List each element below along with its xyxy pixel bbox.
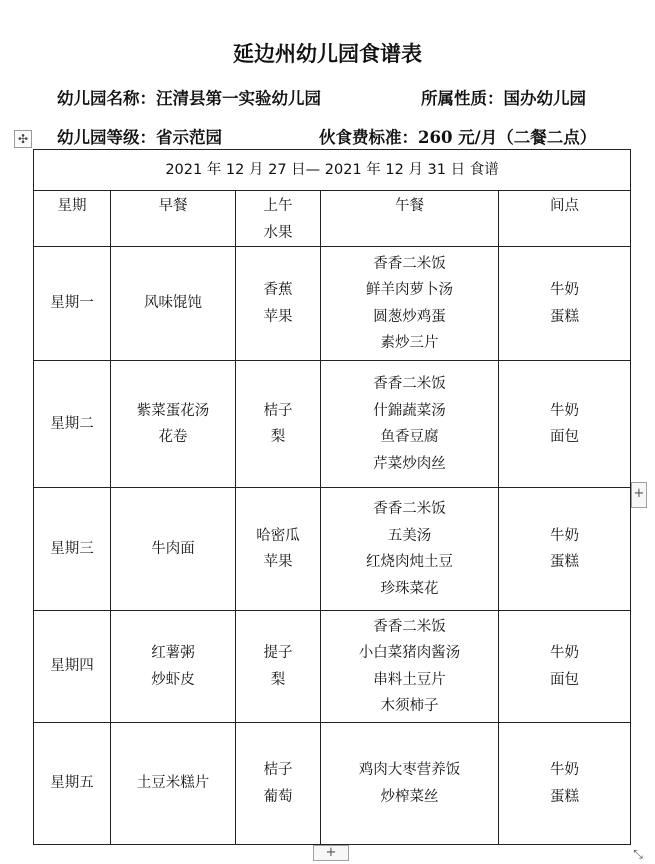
snack-item: 牛奶 bbox=[550, 282, 580, 298]
lunch-item: 五美汤 bbox=[387, 527, 432, 544]
breakfast-item: 紫菜蛋花汤 bbox=[136, 402, 210, 419]
kindergarten-name: 幼儿园名称：汪清县第一实验幼儿园 bbox=[57, 89, 321, 108]
table-row bbox=[34, 488, 631, 611]
table-move-icon[interactable]: ✣ bbox=[14, 130, 32, 148]
lunch-item: 串料土豆片 bbox=[373, 671, 446, 688]
fruit-item: 梨 bbox=[270, 429, 286, 445]
breakfast-item: 红薯粥 bbox=[151, 645, 195, 661]
fruit-item: 桔子 bbox=[263, 762, 293, 778]
fruit-item: 梨 bbox=[270, 671, 286, 688]
lunch-cell[interactable] bbox=[321, 361, 499, 488]
meal-fee-standard: 伙食费标准：260 元/月（二餐二点） bbox=[319, 128, 597, 147]
lunch-item: 炒榨菜丝 bbox=[380, 788, 439, 805]
header-fruit-line: 水果 bbox=[263, 224, 293, 241]
breakfast-cell[interactable] bbox=[111, 247, 236, 361]
header-snack[interactable]: 间点 bbox=[499, 191, 631, 247]
breakfast-cell[interactable] bbox=[111, 488, 236, 611]
kindergarten-nature: 所属性质：国办幼儿园 bbox=[421, 89, 586, 108]
breakfast-item: 牛肉面 bbox=[151, 540, 195, 557]
snack-cell[interactable] bbox=[499, 361, 631, 488]
lunch-item: 什錦蔬菜汤 bbox=[373, 402, 446, 419]
fruit-item: 葡萄 bbox=[263, 788, 293, 805]
fruit-cell[interactable] bbox=[236, 488, 321, 611]
header-breakfast[interactable]: 早餐 bbox=[111, 191, 236, 247]
snack-cell[interactable] bbox=[499, 488, 631, 611]
snack-item: 蛋糕 bbox=[550, 788, 580, 805]
snack-item: 面包 bbox=[550, 671, 580, 688]
lunch-item: 珍珠菜花 bbox=[380, 580, 439, 597]
table-row bbox=[34, 361, 631, 488]
snack-item: 牛奶 bbox=[550, 527, 580, 544]
breakfast-cell[interactable] bbox=[111, 611, 236, 723]
lunch-cell[interactable] bbox=[321, 723, 499, 845]
lunch-item: 香香二米饭 bbox=[373, 618, 446, 635]
fruit-item: 苹果 bbox=[263, 554, 293, 570]
fruit-item: 桔子 bbox=[263, 402, 293, 419]
breakfast-item: 土豆米糕片 bbox=[136, 775, 210, 792]
snack-item: 蛋糕 bbox=[550, 554, 580, 570]
lunch-item: 圆葱炒鸡蛋 bbox=[373, 308, 446, 325]
weekday-cell[interactable]: 星期一 bbox=[34, 247, 111, 361]
breakfast-item: 炒虾皮 bbox=[151, 671, 195, 688]
lunch-cell[interactable] bbox=[321, 611, 499, 723]
lunch-item: 香香二米饭 bbox=[373, 501, 446, 517]
fruit-item: 苹果 bbox=[263, 308, 293, 325]
menu-table bbox=[33, 149, 631, 845]
fruit-item: 提子 bbox=[263, 645, 293, 661]
lunch-cell[interactable] bbox=[321, 488, 499, 611]
snack-cell[interactable] bbox=[499, 247, 631, 361]
weekday-cell[interactable]: 星期二 bbox=[34, 361, 111, 488]
table-row bbox=[34, 611, 631, 723]
date-range-cell[interactable] bbox=[34, 150, 631, 191]
kindergarten-level: 幼儿园等级：省示范园 bbox=[57, 128, 222, 147]
weekday-cell[interactable]: 星期四 bbox=[34, 611, 111, 723]
lunch-item: 鲜羊肉萝卜汤 bbox=[366, 282, 453, 298]
lunch-cell[interactable] bbox=[321, 247, 499, 361]
lunch-item: 鸡肉大枣营养饭 bbox=[358, 762, 461, 778]
header-lunch[interactable]: 午餐 bbox=[321, 191, 499, 247]
add-column-button[interactable]: + bbox=[631, 482, 647, 508]
fruit-item: 哈密瓜 bbox=[256, 527, 300, 544]
header-fruit[interactable] bbox=[236, 191, 321, 247]
fruit-cell[interactable] bbox=[236, 247, 321, 361]
lunch-item: 素炒三片 bbox=[380, 335, 439, 351]
page-title: 延边州幼儿园食谱表 bbox=[233, 41, 422, 66]
lunch-item: 香香二米饭 bbox=[373, 255, 446, 272]
snack-cell[interactable] bbox=[499, 611, 631, 723]
table-row bbox=[34, 723, 631, 845]
breakfast-item: 花卷 bbox=[158, 429, 188, 445]
fruit-cell[interactable] bbox=[236, 361, 321, 488]
snack-item: 牛奶 bbox=[550, 762, 580, 778]
lunch-item: 鱼香豆腐 bbox=[380, 429, 439, 445]
snack-item: 牛奶 bbox=[550, 645, 580, 661]
fruit-cell[interactable] bbox=[236, 723, 321, 845]
snack-item: 牛奶 bbox=[550, 402, 580, 419]
breakfast-item: 风味馄饨 bbox=[144, 295, 202, 312]
lunch-item: 红烧肉炖土豆 bbox=[366, 554, 453, 570]
snack-cell[interactable] bbox=[499, 723, 631, 845]
header-weekday[interactable]: 星期 bbox=[34, 191, 111, 247]
header-fruit-line: 上午 bbox=[263, 198, 293, 214]
table-row bbox=[34, 247, 631, 361]
breakfast-cell[interactable] bbox=[111, 361, 236, 488]
weekday-cell[interactable]: 星期三 bbox=[34, 488, 111, 611]
resize-handle-icon[interactable]: ⤡ bbox=[633, 847, 643, 861]
lunch-item: 木须柿子 bbox=[380, 698, 439, 714]
date-range: 2021 年 12 月 27 日— 2021 年 12 月 31 日 食谱 bbox=[165, 161, 499, 178]
lunch-item: 香香二米饭 bbox=[373, 376, 446, 392]
lunch-item: 小白菜猪肉酱汤 bbox=[358, 645, 461, 661]
snack-item: 面包 bbox=[550, 429, 580, 445]
add-row-button[interactable]: + bbox=[313, 845, 349, 861]
breakfast-cell[interactable] bbox=[111, 723, 236, 845]
fruit-item: 香蕉 bbox=[263, 282, 293, 298]
weekday-cell[interactable]: 星期五 bbox=[34, 723, 111, 845]
fruit-cell[interactable] bbox=[236, 611, 321, 723]
lunch-item: 芹菜炒肉丝 bbox=[373, 455, 446, 472]
snack-item: 蛋糕 bbox=[550, 308, 580, 325]
